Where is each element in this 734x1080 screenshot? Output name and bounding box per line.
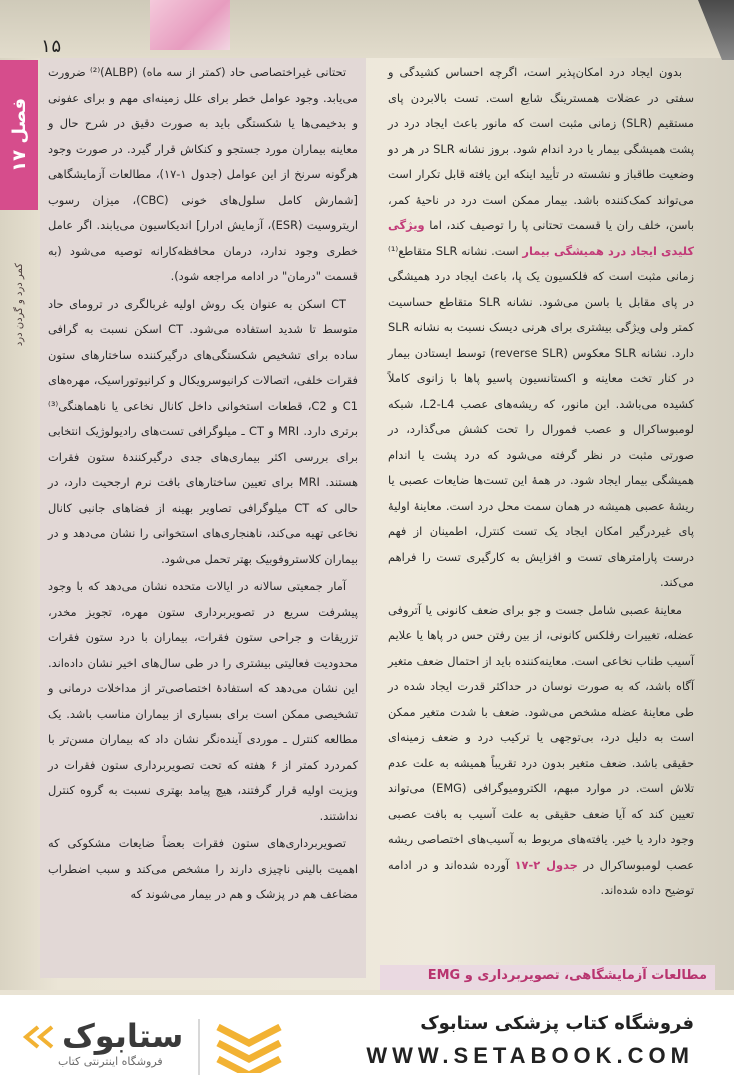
section-heading-bar [380, 965, 715, 990]
chapter-tab-label: فصل ۱۷ [8, 98, 30, 172]
store-logo[interactable] [18, 1005, 288, 1075]
table-reference-link: جدول ۲-۱۷ [514, 857, 578, 872]
logo-wordmark: ستابوک [62, 1017, 184, 1055]
paragraph-text: معاینهٔ عصبی شامل جست و جو برای ضعف کانونی یا آتروفی عضله، تغییرات رفلکس کانونی، از بین رفتن حس در پاها یا علایم آسیب طناب نخاعی است. معاینه‌کننده باید از احتمال ضعف متغیر آگاه باشد، که به صورت نوسان در حداکثر قدرت ایجاد شده در طی معاینهٔ عضله مشخص می‌شود. ضعف با شدت متغیر ممکن است به دلیل درد، بی‌توجهی یا ترکیب درد و ضعف زمینه‌ای حقیقی باشد. ضعف متغیر بدون درد تقریباً همیشه به علت عدم تلاش است. در موارد مبهم، الکترومیوگرافی (EMG) می‌تواند تعیین کند که آیا ضعف حقیقی به علت آسیب به بافت عصبی وجود دارد یا خیر. یافته‌های مربوط به آسیب‌های اختصاصی ریشه عصب لومبوساکرال در [388, 602, 695, 872]
highlighted-phrase: ویژگی کلیدی ایجاد درد همیشگی بیمار [388, 218, 695, 258]
chapter-tab [0, 60, 38, 210]
paragraph-text: است. نشانه SLR متقاطع⁽¹⁾ زمانی مثبت است که فلکسیون یک پا، باعث ایجاد درد همیشگی در پای مقابل یا باسن می‌شود. نشانه SLR متقاطع حساسیت کمتر ولی ویژگی بیشتری برای هرنی دیسک نسبت به نشانه SLR دارد. نشانه SLR معکوس (reverse SLR) توسط ایستادن بیمار در کنار تخت معاینه و اکستانسیون پاسیو پاها با زانوی کاملاً کشیده می‌باشد. این مانور، که ریشه‌های عصب L2-L4، شبکه لومبوساکرال و عصب فمورال را تحت کشش می‌گذارد، در صورتی مثبت در نظر گرفته می‌شود که درد پشت یا اندام همیشگی بیمار ایجاد شود. در همهٔ این تست‌ها ضایعات عصبی یا ریشهٔ عصبی همیشه در همان سمت محل درد است. معاینهٔ اولیهٔ پای غیردرگیر امکان ایجاد یک تست کنترل، اطمینان از فهم درست پارامترهای تست و افزایش به کارگیری تست را فراهم می‌کند. [388, 243, 694, 589]
paragraph: آمار جمعیتی سالانه در ایالات متحده نشان می‌دهد که با وجود پیشرفت سریع در تصویربرداری ستون مهره، تجویز مخدر، تزریقات و جراحی ستون فقرات، بیماران با درد ستون فقرات محدودیت فعالیتی بیشتری را در طی سال‌های اخیر نشان داده‌اند. این نشان می‌دهد که استفادهٔ اختصاصی‌تر از مداخلات درمانی و تشخیصی ممکن است برای بسیاری از بیماران مناسب باشد. یک مطالعه کنترل ـ موردی آینده‌نگر نشان داد که بیماران مسن‌تر با کمردرد کمتر از ۶ هفته که تحت تصویربرداری ستون فقرات در ویزیت اولیه قرار گرفتند، هیچ پیامد بهتری نسبت به گروه کنترل نداشتند. [48, 579, 359, 823]
chevron-stack-icon [214, 1021, 284, 1073]
store-footer [0, 995, 734, 1080]
logo-divider [198, 1019, 200, 1075]
paragraph [388, 60, 694, 596]
chapter-side-label [6, 225, 32, 385]
arrows-icon [22, 1025, 62, 1049]
page-top-shadow [0, 0, 734, 58]
paragraph-text: بدون ایجاد درد امکان‌پذیر است، اگرچه احساس کشیدگی و سفتی در عضلات همسترینگ شایع است. تست بالابردن پای مستقیم (SLR) زمانی مثبت است که مانور باعث ایجاد درد در پشت همیشگی بیمار یا درد اندام شود. بروز نشانه SLR در هر دو وضعیت طاقباز و نشسته در تأیید اینکه این یافته قابل تکرار است می‌تواند کمک‌کننده باشد. بیمار ممکن است درد در ناحیهٔ کمر، باسن، خلف ران یا قسمت تحتانی پا را توصیف کند، اما [388, 65, 695, 232]
page-number: ۱۵ [40, 36, 62, 57]
left-text-column [40, 58, 366, 978]
chapter-side-label-text: کمر درد و گردن درد [13, 263, 25, 347]
pink-corner-decoration [150, 0, 230, 50]
paragraph [388, 598, 694, 904]
store-name: فروشگاه کتاب پزشکی ستابوک [420, 1013, 694, 1034]
logo-subtitle: فروشگاه اینترنتی کتاب [58, 1055, 163, 1068]
paragraph: تصویربرداری‌های ستون فقرات بعضاً ضایعات مشکوکی که اهمیت بالینی ناچیزی دارند را مشخص می‌کند و سبب اضطراب مضاعف هم در پزشک و هم در بیمار می‌شوند که [48, 836, 358, 901]
paragraph: CT اسکن به عنوان یک روش اولیه غربالگری در ترومای حاد متوسط تا شدید استفاده می‌شود. CT اسکن نسبت به گرافی ساده برای تشخیص شکستگی‌های درگیرکننده ساختارهای ستون فقرات خلفی، اتصالات کرانیوسرویکال و کرانیوتوراسیک، مهره‌های C1 و C2، قطعات استخوانی داخل کانال نخاعی یا ناهماهنگی⁽³⁾ برتری دارد. MRI و CT ـ میلوگرافی تست‌های رادیولوژیک انتخابی برای بررسی اکثر بیماری‌های جدی درگیرکنندهٔ ستون فقرات هستند. MRI برای تعیین ساختارهای بافت نرم ارجحیت دارد، در حالی که CT میلوگرافی تصاویر بهینه از فضاهای جانبی کانال نخاعی تهیه می‌کند، ناهنجاری‌های استخوانی را نشان می‌دهد و در بیماران کلاستروفوبیک بهتر تحمل می‌شود. [48, 296, 359, 566]
paragraph: تحتانی غیراختصاصی حاد (کمتر از سه ماه) (ALBP)⁽²⁾ ضرورت می‌یابد. وجود عوامل خطر برای علل زمینه‌ای مهم و برای عفونی و بدخیمی‌ها یا شکستگی باید به صورت دقیق در شرح حال و معاینه بیماران مورد جستجو و کنکاش قرار گیرد. در صورت وجود هرگونه سرنخ از این عوامل (جدول ۱-۱۷)، مطالعات آزمایشگاهی [شمارش کامل سلول‌های خونی (CBC)، میزان رسوب اریتروسیت (ESR)، آزمایش ادرار] اندیکاسیون می‌یابند. اگر عامل خطری وجود ندارد، درمان محافظه‌کارانه توصیه می‌شود (به قسمت "درمان" در ادامه مراجعه شود). [48, 65, 358, 283]
paragraph-text: آورده شده‌اند و در ادامه توضیح داده شده‌اند. [388, 857, 694, 897]
right-text-column [382, 58, 700, 968]
store-url-link[interactable]: WWW.SETABOOK.COM [366, 1043, 694, 1068]
section-heading: مطالعات آزمایشگاهی، تصویربرداری و EMG [427, 968, 707, 983]
